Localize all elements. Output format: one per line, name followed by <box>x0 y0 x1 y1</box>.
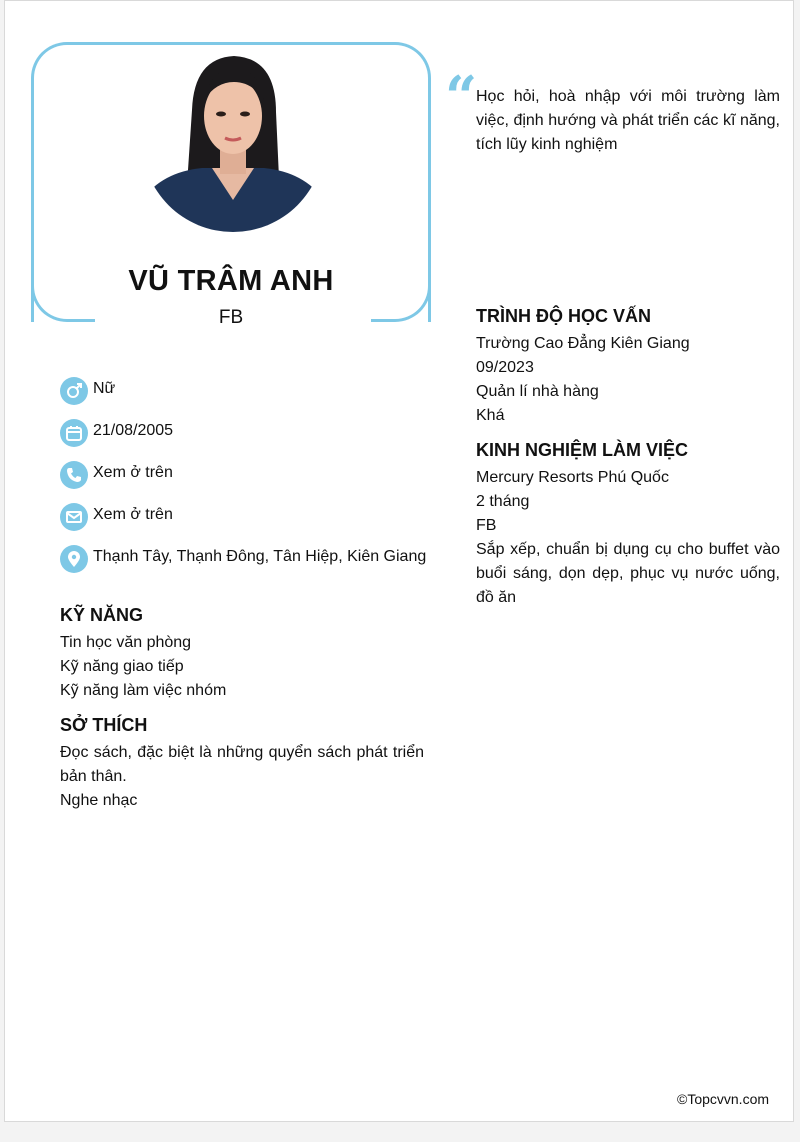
education-grade: Khá <box>476 407 505 424</box>
contact-item-gender <box>60 377 440 419</box>
experience-heading: KINH NGHIỆM LÀM VIỆC <box>476 440 689 460</box>
footer-credit[interactable]: ©Topcvvn.com <box>677 1091 770 1107</box>
skill-item: Tin học văn phòng <box>60 634 192 651</box>
avatar <box>142 50 324 232</box>
contact-list <box>60 377 440 587</box>
skill-item: Kỹ năng giao tiếp <box>60 658 184 675</box>
address-value: Thạnh Tây, Thạnh Đông, Tân Hiệp, Kiên Giang <box>93 548 427 565</box>
email-icon <box>60 503 88 531</box>
contact-item-address <box>60 545 440 587</box>
skill-item: Kỹ năng làm việc nhóm <box>60 682 227 699</box>
education-heading: TRÌNH ĐỘ HỌC VẤN <box>476 306 651 326</box>
experience-duration: 2 tháng <box>476 493 530 510</box>
career-objective: Học hỏi, hoà nhập với môi trường làm việc, định hướng và phát triển các kĩ năng, tích lũy kinh nghiệm <box>476 88 780 153</box>
left-column <box>60 603 424 813</box>
gender-icon <box>60 377 88 405</box>
experience-description: Sắp xếp, chuẩn bị dụng cụ cho buffet vào buổi sáng, dọn dẹp, phục vụ nước uống, đồ ăn <box>476 541 780 606</box>
education-school: Trường Cao Đẳng Kiên Giang <box>476 335 690 352</box>
skills-heading: KỸ NĂNG <box>60 605 144 625</box>
hobbies-heading: SỞ THÍCH <box>60 715 148 735</box>
location-pin-icon <box>60 545 88 573</box>
experience-company: Mercury Resorts Phú Quốc <box>476 469 669 486</box>
calendar-icon <box>60 419 88 447</box>
education-major: Quản lí nhà hàng <box>476 383 599 400</box>
email-value: Xem ở trên <box>93 506 173 523</box>
phone-value: Xem ở trên <box>93 464 173 481</box>
hobby-item: Nghe nhạc <box>60 792 138 809</box>
candidate-name: VŨ TRÂM ANH <box>128 265 334 297</box>
experience-role: FB <box>476 517 497 534</box>
education-date: 09/2023 <box>476 359 534 376</box>
contact-item-email <box>60 503 440 545</box>
hobby-item: Đọc sách, đặc biệt là những quyển sách phát triển bản thân. <box>60 744 424 785</box>
quote-icon: “ <box>445 64 478 130</box>
contact-item-phone <box>60 461 440 503</box>
phone-icon <box>60 461 88 489</box>
gender-value: Nữ <box>93 380 116 397</box>
right-column <box>476 304 780 610</box>
candidate-position: FB <box>218 307 244 328</box>
cv-page <box>4 0 794 1122</box>
birthday-value: 21/08/2005 <box>93 422 174 439</box>
contact-item-birthday <box>60 419 440 461</box>
